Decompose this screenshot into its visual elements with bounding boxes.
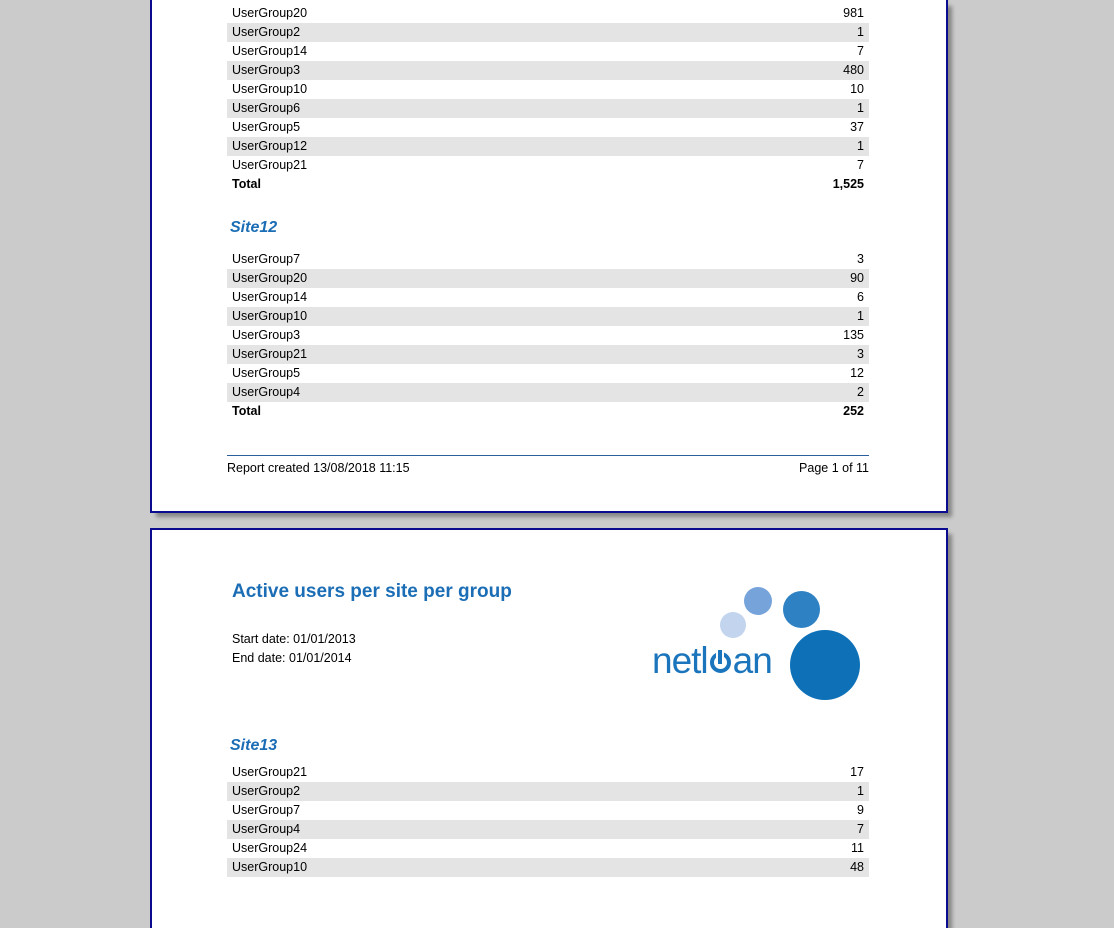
row-label: UserGroup10 xyxy=(232,82,308,96)
usergroup-count-table xyxy=(227,763,869,877)
table-row xyxy=(227,782,869,801)
table-row xyxy=(227,801,869,820)
row-label: UserGroup24 xyxy=(232,841,308,855)
table-row xyxy=(227,23,869,42)
row-label: UserGroup5 xyxy=(232,120,301,134)
site-heading: Site12 xyxy=(230,219,278,236)
table-row xyxy=(227,839,869,858)
row-value: 1 xyxy=(857,25,864,39)
row-value: 17 xyxy=(850,765,864,779)
netloan-logo xyxy=(652,582,872,732)
site-heading: Site13 xyxy=(230,737,278,754)
page-2-content xyxy=(152,530,946,928)
row-label: UserGroup2 xyxy=(232,784,301,798)
row-label: UserGroup20 xyxy=(232,6,308,20)
row-label: UserGroup14 xyxy=(232,290,308,304)
row-value: 7 xyxy=(857,44,864,58)
table-row xyxy=(227,820,869,839)
table-row xyxy=(227,250,869,269)
row-value: 6 xyxy=(857,290,864,304)
row-label: UserGroup21 xyxy=(232,347,308,361)
row-label: UserGroup10 xyxy=(232,860,308,874)
row-value: 7 xyxy=(857,158,864,172)
row-value: 37 xyxy=(850,120,864,134)
row-value: 48 xyxy=(850,860,864,874)
row-label: UserGroup6 xyxy=(232,101,301,115)
row-label: UserGroup3 xyxy=(232,63,301,77)
table-row xyxy=(227,345,869,364)
row-label: UserGroup14 xyxy=(232,44,308,58)
row-value: 252 xyxy=(843,404,864,418)
usergroup-count-table xyxy=(227,4,869,194)
row-label: UserGroup12 xyxy=(232,139,308,153)
row-value: 90 xyxy=(850,271,864,285)
table-row xyxy=(227,42,869,61)
row-value: 3 xyxy=(857,347,864,361)
row-value: 1,525 xyxy=(832,177,864,191)
table-row xyxy=(227,61,869,80)
report-date-range xyxy=(232,630,356,668)
usergroup-count-table xyxy=(227,250,869,421)
table-row xyxy=(227,118,869,137)
row-label: UserGroup5 xyxy=(232,366,301,380)
logo-wordmark xyxy=(652,642,772,680)
table-total-row xyxy=(227,402,869,421)
logo-bubble-icon xyxy=(744,587,772,615)
table-row xyxy=(227,364,869,383)
row-label: UserGroup7 xyxy=(232,252,301,266)
row-value: 10 xyxy=(850,82,864,96)
table-row xyxy=(227,763,869,782)
table-total-row xyxy=(227,175,869,194)
row-value: 981 xyxy=(843,6,864,20)
row-value: 1 xyxy=(857,784,864,798)
report-created-timestamp: Report created 13/08/2018 11:15 xyxy=(227,461,410,475)
row-label: UserGroup10 xyxy=(232,309,308,323)
table-row xyxy=(227,156,869,175)
row-label: Total xyxy=(232,177,261,191)
logo-text-start: netl xyxy=(652,640,708,681)
logo-bubble-icon xyxy=(783,591,820,628)
start-date-text: Start date: 01/01/2013 xyxy=(232,632,356,646)
logo-text-end: an xyxy=(732,640,772,681)
table-row xyxy=(227,326,869,345)
power-button-icon xyxy=(710,652,731,673)
row-value: 1 xyxy=(857,101,864,115)
page-number-indicator: Page 1 of 11 xyxy=(799,461,869,475)
logo-bubble-icon xyxy=(720,612,746,638)
row-label: UserGroup7 xyxy=(232,803,301,817)
report-page-1 xyxy=(150,0,948,513)
row-label: UserGroup2 xyxy=(232,25,301,39)
row-label: UserGroup21 xyxy=(232,158,308,172)
row-value: 9 xyxy=(857,803,864,817)
row-value: 12 xyxy=(850,366,864,380)
row-value: 480 xyxy=(843,63,864,77)
row-label: UserGroup20 xyxy=(232,271,308,285)
row-value: 2 xyxy=(857,385,864,399)
table-row xyxy=(227,99,869,118)
table-row xyxy=(227,4,869,23)
table-row xyxy=(227,269,869,288)
logo-bubble-icon xyxy=(790,630,860,700)
end-date-text: End date: 01/01/2014 xyxy=(232,651,352,665)
row-label: UserGroup21 xyxy=(232,765,308,779)
row-value: 11 xyxy=(851,841,864,855)
table-row xyxy=(227,80,869,99)
report-title: Active users per site per group xyxy=(232,581,512,602)
page-footer xyxy=(227,455,869,475)
table-row xyxy=(227,288,869,307)
row-value: 135 xyxy=(843,328,864,342)
table-row xyxy=(227,307,869,326)
report-page-2 xyxy=(150,528,948,928)
row-value: 7 xyxy=(857,822,864,836)
table-row xyxy=(227,137,869,156)
row-value: 3 xyxy=(857,252,864,266)
row-value: 1 xyxy=(857,309,864,323)
row-value: 1 xyxy=(857,139,864,153)
table-row xyxy=(227,858,869,877)
row-label: UserGroup4 xyxy=(232,385,301,399)
page-1-content xyxy=(152,0,946,511)
row-label: Total xyxy=(232,404,261,418)
row-label: UserGroup3 xyxy=(232,328,301,342)
table-row xyxy=(227,383,869,402)
row-label: UserGroup4 xyxy=(232,822,301,836)
